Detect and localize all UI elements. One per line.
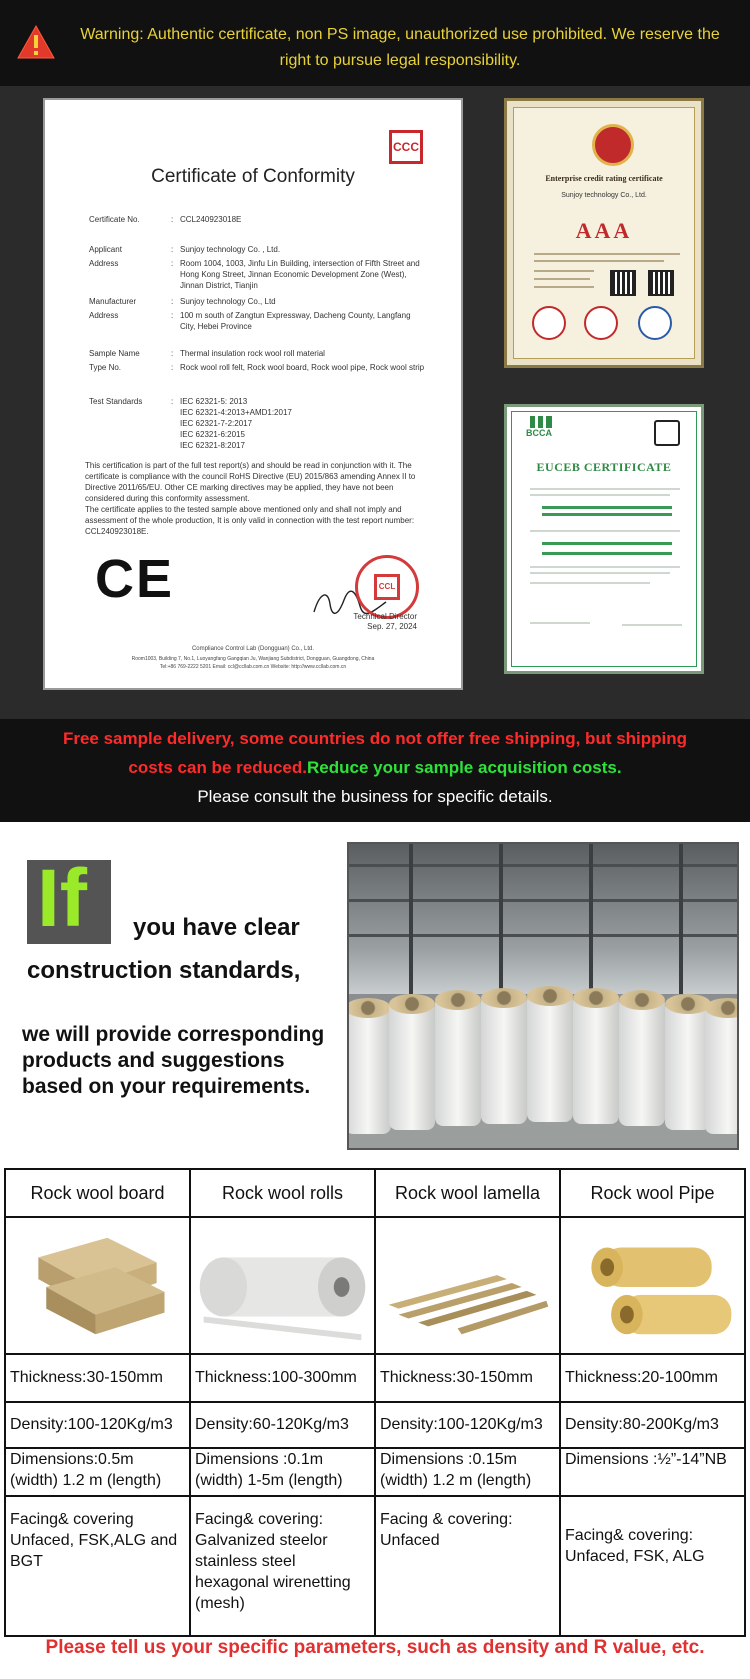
field-label: Sample Name	[89, 349, 140, 358]
sign-date: Sep. 27, 2024	[367, 622, 417, 631]
field-colon: :	[171, 397, 174, 406]
standards-section	[0, 822, 750, 1162]
insulation-roll	[435, 996, 481, 1126]
if-badge	[27, 853, 111, 944]
promo-line-1: Free sample delivery, some countries do not offer free shipping, but shipping	[62, 729, 688, 748]
product-table	[4, 1168, 746, 1637]
insulation-roll	[389, 1000, 435, 1130]
credit-certificate-frame	[513, 107, 695, 359]
statement-text: The certificate applies to the tested sample above mentioned only and shall not imply and assessment of the whole production, It is only valid in connection with the test report number: CCL240923018E.	[85, 505, 415, 536]
column-header: Rock wool Pipe	[560, 1169, 745, 1217]
field-colon: :	[171, 363, 174, 372]
steel-beam	[679, 844, 683, 994]
bottom-call-to-action: Please tell us your specific parameters, such as density and R value, etc.	[45, 1637, 705, 1658]
rock-wool-roll-image	[191, 1218, 374, 1353]
text-line	[530, 572, 670, 574]
certificate-of-conformity	[43, 98, 463, 690]
field-label: Test Standards	[89, 397, 143, 406]
facing-cell: Facing & covering: Unfaced	[375, 1496, 560, 1636]
text-line	[530, 494, 670, 496]
column-header: Rock wool board	[5, 1169, 190, 1217]
field-label: Applicant	[89, 245, 122, 254]
field-colon: :	[171, 215, 174, 224]
facing-cell: Facing& covering: Unfaced, FSK, ALG	[560, 1496, 745, 1636]
column-header: Rock wool rolls	[190, 1169, 375, 1217]
field-colon: :	[171, 259, 174, 268]
table-row	[5, 1402, 745, 1448]
insulation-roll	[619, 996, 665, 1126]
text-line	[534, 286, 594, 288]
steel-beam	[499, 844, 503, 994]
certificates-section	[0, 86, 750, 719]
text-line	[530, 530, 680, 532]
field-value: Thermal insulation rock wool roll material	[180, 349, 325, 358]
steel-beam	[589, 844, 593, 994]
ce-mark: CE	[95, 549, 175, 609]
credit-certificate-title: Enterprise credit rating certificate	[545, 174, 663, 183]
medal-icon	[592, 124, 634, 166]
rock-wool-pipe-image	[561, 1218, 744, 1353]
text-line	[542, 552, 672, 555]
thickness-cell: Thickness:100-300mm	[190, 1354, 375, 1402]
bcca-logo: BCCA	[526, 428, 552, 438]
warning-icon	[16, 24, 56, 60]
euceb-certificate	[504, 404, 704, 674]
dimensions-cell: Dimensions:0.5m (width) 1.2 m (length)	[5, 1448, 190, 1496]
product-image-cell	[560, 1217, 745, 1354]
field-colon: :	[171, 311, 174, 320]
field-label: Address	[89, 311, 119, 320]
warning-banner	[0, 0, 750, 86]
field-colon: :	[171, 349, 174, 358]
qr-code-icon	[610, 270, 636, 296]
text-line	[622, 624, 682, 626]
promo-line-3: Please consult the business for specific details.	[197, 787, 553, 806]
insulation-roll	[481, 994, 527, 1124]
text-line	[542, 506, 672, 509]
table-row	[5, 1448, 745, 1496]
insulation-roll	[527, 992, 573, 1122]
company-stamp	[355, 555, 419, 619]
facing-cell: Facing& covering: Galvanized steelor stainless steel hexagonal wirenetting (mesh)	[190, 1496, 375, 1636]
field-label: Address	[89, 259, 119, 268]
standards-line-3: we will provide corresponding products and suggestions based on your requirements.	[22, 1023, 325, 1098]
credit-company-name: Sunjoy technology Co., Ltd.	[561, 192, 647, 199]
dimensions-cell: Dimensions :½”-14”NB	[560, 1448, 745, 1496]
footer-address: Room1003, Building 7, No.1, Luoyangfang Gangqian Ju, Wanjiang Subdistrict, Dongguan, Guangdong, China	[131, 656, 375, 662]
qr-code-icon	[648, 270, 674, 296]
standards-line-1: you have clear	[133, 914, 300, 941]
if-text: If	[37, 853, 88, 944]
thickness-cell: Thickness:30-150mm	[375, 1354, 560, 1402]
thickness-cell: Thickness:20-100mm	[560, 1354, 745, 1402]
table-row	[5, 1217, 745, 1354]
promo-banner	[0, 719, 750, 822]
rock-wool-lamella-image	[376, 1218, 559, 1353]
euceb-title: EUCEB CERTIFICATE	[536, 460, 672, 474]
table-header-row	[5, 1169, 745, 1217]
field-value: IEC 62321-5: 2013 IEC 62321-4:2013+AMD1:2017 IEC 62321-7-2:2017 IEC 62321-6:2015 IEC 62321-8:2017	[180, 397, 292, 450]
field-colon: :	[171, 245, 174, 254]
field-value: Sunjoy technology Co., Ltd	[180, 297, 276, 306]
text-line	[530, 622, 590, 624]
stamp-logo: CCL	[374, 574, 400, 600]
table-row	[5, 1496, 745, 1636]
text-line	[534, 260, 664, 262]
product-image-cell	[190, 1217, 375, 1354]
rock-wool-board-image	[6, 1218, 189, 1353]
credit-rating: AAA	[575, 218, 633, 243]
field-value: CCL240923018E	[180, 215, 242, 224]
insulation-roll	[347, 1004, 391, 1134]
credit-rating-certificate	[504, 98, 704, 368]
facing-cell: Facing& covering Unfaced, FSK,ALG and BGT	[5, 1496, 190, 1636]
text-line	[530, 566, 680, 568]
density-cell: Density:100-120Kg/m3	[5, 1402, 190, 1448]
density-cell: Density:80-200Kg/m3	[560, 1402, 745, 1448]
footer-contact: Tel:+86 769-2222 5201 Email: ccl@ccllab.com.cn Website: http://www.ccllab.com.cn	[159, 664, 347, 670]
field-label: Certificate No.	[89, 215, 140, 224]
ccl-logo: CCC	[389, 130, 423, 164]
promo-line-2-green: Reduce your sample acquisition costs.	[306, 758, 622, 777]
product-image-cell	[375, 1217, 560, 1354]
seal-icon	[532, 306, 566, 340]
promo-line-2-red: costs can be reduced.	[128, 758, 307, 777]
density-cell: Density:100-120Kg/m3	[375, 1402, 560, 1448]
euceb-logo-icon	[654, 420, 680, 446]
field-value: Sunjoy technology Co. , Ltd.	[180, 245, 281, 254]
insulation-roll	[573, 994, 619, 1124]
text-line	[542, 542, 672, 545]
insulation-roll	[705, 1004, 739, 1134]
text-line	[542, 513, 672, 516]
table-row	[5, 1354, 745, 1402]
seal-icon	[638, 306, 672, 340]
column-header: Rock wool lamella	[375, 1169, 560, 1217]
field-value: Rock wool roll felt, Rock wool board, Rock wool pipe, Rock wool strip	[180, 363, 425, 372]
steel-beam	[409, 844, 413, 994]
text-line	[530, 488, 680, 490]
dimensions-cell: Dimensions :0.1m (width) 1-5m (length)	[190, 1448, 375, 1496]
euceb-certificate-frame	[511, 411, 697, 667]
dimensions-cell: Dimensions :0.15m (width) 1.2 m (length)	[375, 1448, 560, 1496]
thickness-cell: Thickness:30-150mm	[5, 1354, 190, 1402]
footer-company: Compliance Control Lab (Dongguan) Co., Ltd.	[191, 646, 315, 652]
text-line	[534, 253, 680, 255]
density-cell: Density:60-120Kg/m3	[190, 1402, 375, 1448]
text-line	[534, 270, 594, 272]
statement-text: This certification is part of the full test report(s) and should be read in conjunction with it. The certificate is compliance with the council RoHS Directive (EU) 2015/863 amending Annex II to Directive 2011/65/EU. Other CE marking directives may be applied, they have not been considered during this conformity assessment.	[85, 461, 416, 503]
signer-title: Technical Director	[353, 612, 417, 621]
field-colon: :	[171, 297, 174, 306]
standards-line-2: construction standards,	[27, 957, 301, 984]
certificate-title: Certificate of Conformity	[151, 166, 355, 187]
text-line	[530, 582, 650, 584]
warehouse-photo	[347, 842, 739, 1150]
field-label: Manufacturer	[89, 297, 137, 306]
warning-text: Warning: Authentic certificate, non PS image, unauthorized use prohibited. We reserve the right to pursue legal responsibility.	[80, 26, 720, 69]
product-image-cell	[5, 1217, 190, 1354]
promo-line-2	[0, 758, 750, 778]
field-label: Type No.	[89, 363, 122, 372]
seal-icon	[584, 306, 618, 340]
field-value: 100 m south of Zangtun Expressway, Dacheng County, Langfang City, Hebei Province	[180, 311, 411, 331]
text-line	[534, 278, 590, 280]
field-value: Room 1004, 1003, Jinfu Lin Building, intersection of Fifth Street and Hong Kong Street, Jinnan Economic Development Zone (West), Jinnan District, Tianjin	[180, 259, 420, 290]
bcca-logo-icon	[530, 416, 552, 428]
